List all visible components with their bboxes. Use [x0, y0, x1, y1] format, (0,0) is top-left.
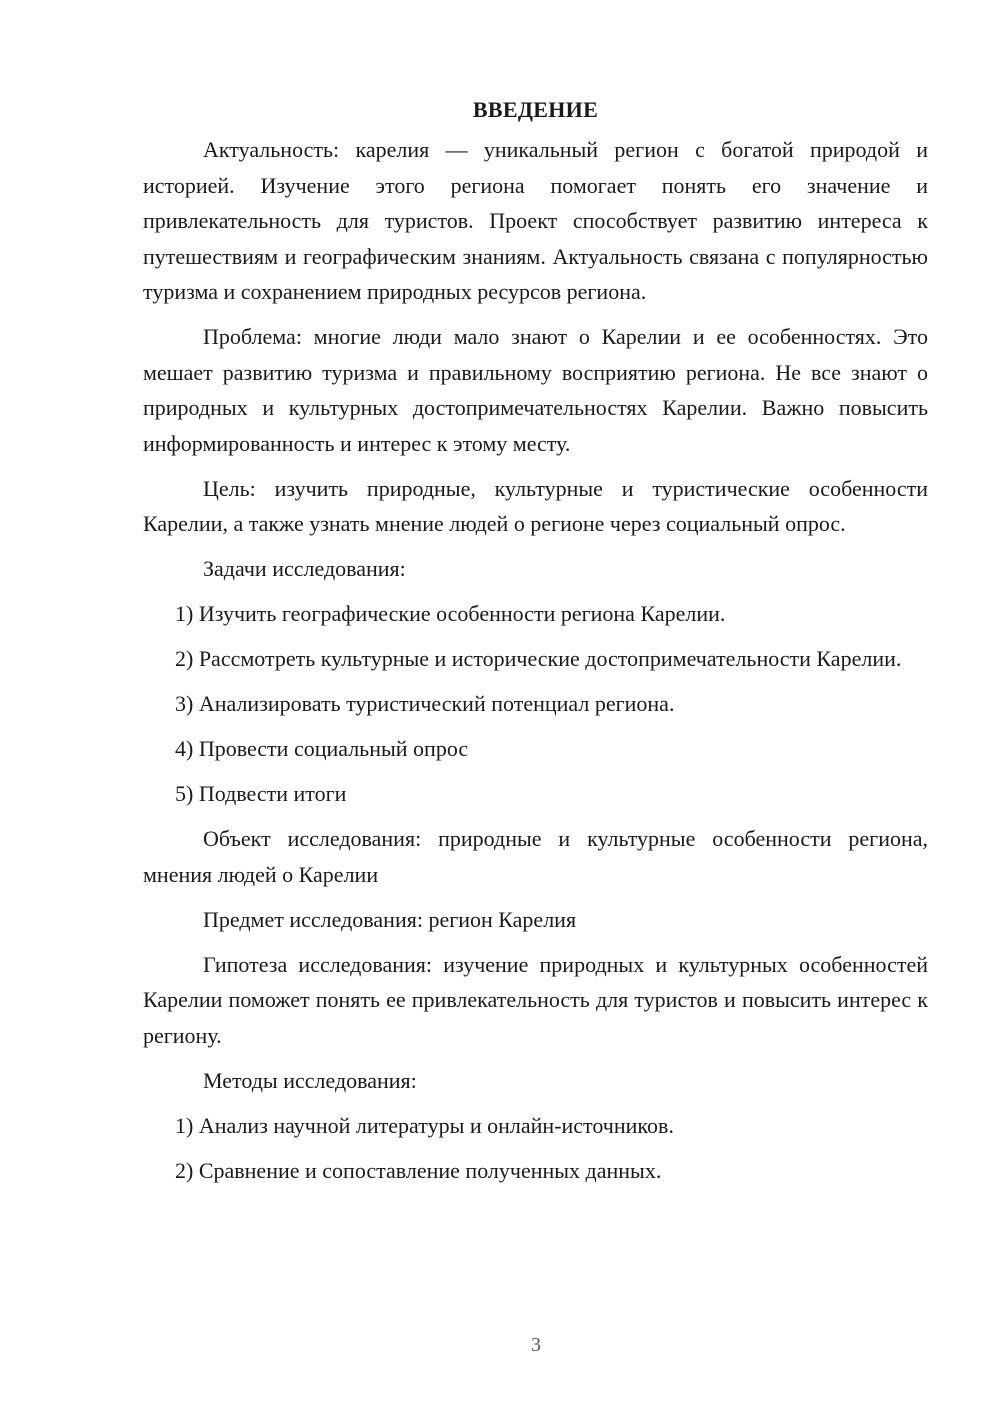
method-item-2: 2) Сравнение и сопоставление полученных данных. — [175, 1157, 662, 1183]
subject-paragraph: Предмет исследования: регион Карелия — [203, 906, 577, 932]
task-item-4: 4) Провести социальный опрос — [175, 736, 469, 761]
document-body — [143, 92, 928, 1198]
methods-heading: Методы исследования: — [203, 1067, 417, 1093]
object-paragraph: Объект исследования: природные и культурные особенности региона, мнения людей о Карелии — [143, 826, 928, 887]
method-item-1: 1) Анализ научной литературы и онлайн-источников. — [175, 1112, 674, 1138]
problem-paragraph: Проблема: многие люди мало знают о Карелии и ее особенностях. Это мешает развитию туризма и правильному восприятию региона. Не все знают о природных и культурных достопримечательностях Карелии. Важно повысить информированность и интерес к этому месту. — [143, 324, 928, 456]
hypothesis-paragraph: Гипотеза исследования: изучение природных и культурных особенностей Карелии поможет понять ее привлекательность для туристов и повысить интерес к региону. — [143, 951, 928, 1048]
relevance-paragraph: Актуальность: карелия — уникальный регион с богатой природой и историей. Изучение этого региона помогает понять его значение и привлекательность для туристов. Проект способствует развитию интереса к путешествиям и географическим знаниям. Актуальность связана с популярностью туризма и сохранением природных ресурсов региона. — [143, 137, 928, 304]
page-number: 3 — [531, 1334, 541, 1356]
tasks-heading: Задачи исследования: — [203, 556, 406, 581]
task-item-1: 1) Изучить географические особенности региона Карелии. — [175, 601, 726, 626]
task-item-2: 2) Рассмотреть культурные и исторические достопримечательности Карелии. — [175, 646, 902, 671]
goal-paragraph: Цель: изучить природные, культурные и туристические особенности Карелии, а также узнать мнение людей о регионе через социальный опрос. — [143, 475, 928, 536]
task-item-3: 3) Анализировать туристический потенциал региона. — [175, 691, 675, 716]
task-item-5: 5) Подвести итоги — [175, 781, 347, 806]
page-title: ВВЕДЕНИЕ — [472, 97, 599, 122]
